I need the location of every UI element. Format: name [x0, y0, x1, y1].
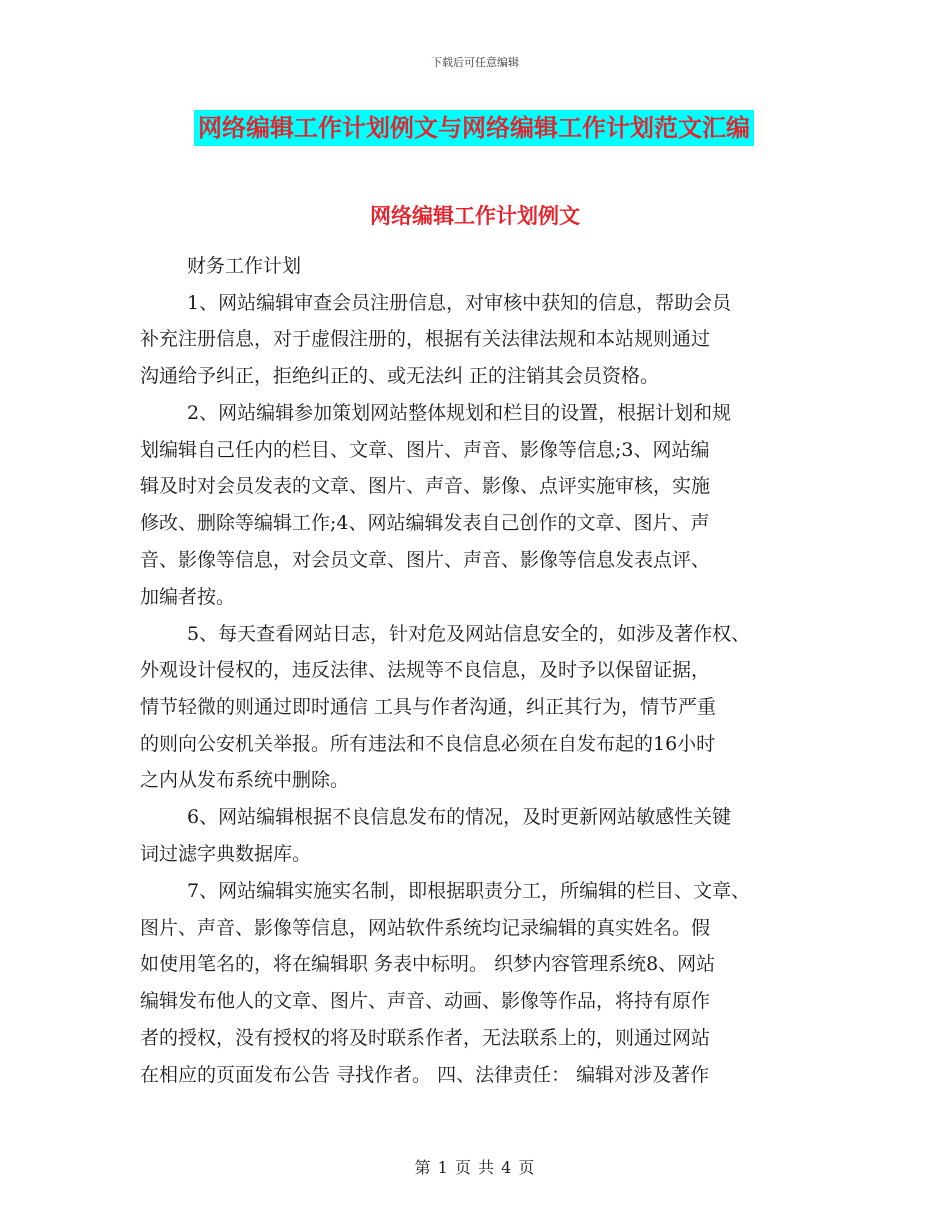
section-title: 网络编辑工作计划例文 — [370, 204, 580, 228]
body-line: 划编辑自己任内的栏目、文章、图片、声音、影像等信息;3、网站编 — [140, 439, 710, 461]
body-line: 的则向公安机关举报。所有违法和不良信息必须在自发布起的16小时 — [140, 733, 716, 755]
body-line: 加编者按。 — [140, 586, 236, 608]
body-line: 情节轻微的则通过即时通信 工具与作者沟通，纠正其行为，情节严重 — [140, 696, 717, 718]
body-line: 图片、声音、影像等信息，网站软件系统均记录编辑的真实姓名。假 — [140, 917, 711, 939]
body-line: 编辑发布他人的文章、图片、声音、动画、影像等作品，将持有原作 — [140, 990, 711, 1012]
body-line: 音、影像等信息，对会员文章、图片、声音、影像等信息发表点评、 — [140, 549, 711, 571]
body-line: 财务工作计划 — [187, 255, 302, 277]
document-title: 网络编辑工作计划例文与网络编辑工作计划范文汇编 — [194, 110, 754, 146]
body-line: 外观设计侵权的，违反法律、法规等不良信息，及时予以保留证据， — [140, 659, 711, 681]
body-line: 辑及时对会员发表的文章、图片、声音、影像、点评实施审核，实施 — [140, 475, 711, 497]
body-line: 7、网站编辑实施实名制，即根据职责分工，所编辑的栏目、文章、 — [187, 880, 751, 902]
body-line: 词过滤字典数据库。 — [140, 843, 312, 865]
body-line: 1、网站编辑审查会员注册信息，对审核中获知的信息，帮助会员 — [187, 292, 732, 314]
body-line: 如使用笔名的，将在编辑职 务表中标明。 织梦内容管理系统8、网站 — [140, 953, 716, 975]
body-line: 沟通给予纠正，拒绝纠正的、或无法纠 正的注销其会员资格。 — [140, 365, 660, 387]
body-line: 在相应的页面发布公告 寻找作者。 四、法律责任： 编辑对涉及著作 — [140, 1064, 710, 1086]
body-line: 之内从发布系统中删除。 — [140, 769, 350, 791]
page-number: 第 1 页 共 4 页 — [414, 1158, 536, 1177]
body-line: 5、每天查看网站日志，针对危及网站信息安全的，如涉及著作权、 — [187, 623, 751, 645]
body-line: 6、网站编辑根据不良信息发布的情况，及时更新网站敏感性关键 — [187, 806, 732, 828]
body-line: 者的授权，没有授权的将及时联系作者，无法联系上的，则通过网站 — [140, 1027, 711, 1049]
body-line: 补充注册信息，对于虚假注册的，根据有关法律法规和本站规则通过 — [140, 328, 711, 350]
body-line: 2、网站编辑参加策划网站整体规划和栏目的设置，根据计划和规 — [187, 402, 732, 424]
header-note: 下载后可任意编辑 — [431, 56, 519, 69]
body-line: 修改、删除等编辑工作;4、网站编辑发表自己创作的文章、图片、声 — [140, 512, 710, 534]
